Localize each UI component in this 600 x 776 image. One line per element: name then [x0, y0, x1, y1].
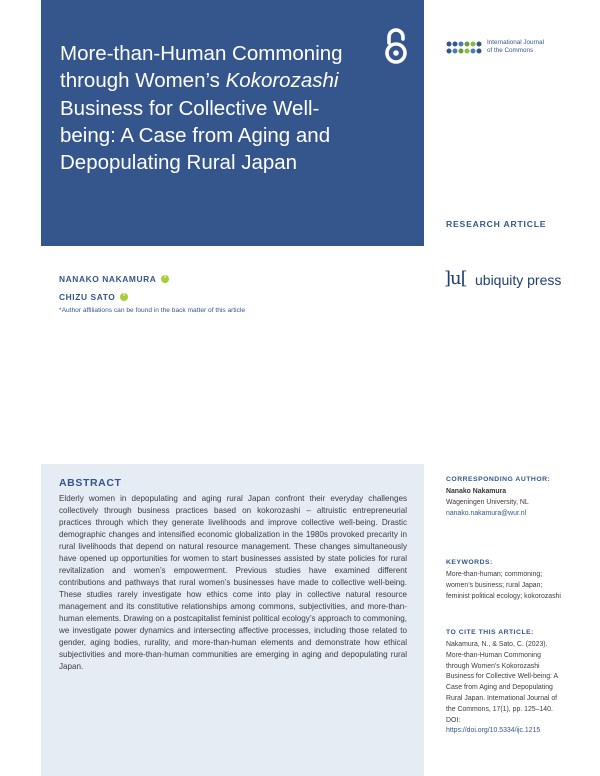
author-name[interactable]: CHIZU SATO: [59, 292, 116, 302]
abstract-text: Elderly women in depopulating and aging rural Japan confront their everyday challenges collectively through business practices based on kokorozashi – altruistic entrepreneurial practices through which they generate livelihoods and improve collective well-being. Drastic demographic changes and intensified economic globalization in the 1980s provoked precarity in rural livelihoods that depend on natural resource management. These changes simultaneously have opened up opportunities for women to start businesses assisted by state policies for rural revitalization and women’s empowerment. Previous studies have examined different contributions and pathways that rural women’s businesses have made to collective well-being. These studies rarely investigate how ethics come into play in collective natural resource management and its constitutive relationships among commons, subjectivities, and more-than-human elements. Drawing on a postcapitalist feminist political ecology’s approach to commoning, we investigate power dynamics and intersecting affective processes, including those related to gender, aging bodies, rurality, and more-than-human elements and demonstrate how ethical subjectivities and more-than-human communities are emerging in aging and depopulating rural Japan.: [59, 494, 407, 671]
citation-text: Nakamura, N., & Sato, C. (2023). More-than-Human Commoning through Women’s Kokorozashi Business for Collective Well-being: A Case from Aging and Depopulating Rural Japan. International Journal of the Commons, 17(1), pp. 125–140. DOI:: [446, 641, 558, 724]
corresponding-author-section: [446, 476, 566, 519]
orcid-icon[interactable]: [120, 293, 128, 301]
corresponding-author-name: Nanako Nakamura: [446, 488, 507, 495]
corresponding-author-email[interactable]: nanako.nakamura@wur.nl: [446, 509, 527, 517]
publisher-mark: ]u[: [444, 268, 467, 289]
journal-name: [487, 39, 577, 54]
author-name[interactable]: NANAKO NAKAMURA: [59, 274, 157, 284]
open-access-icon: [381, 26, 411, 66]
corresponding-author-heading: CORRESPONDING AUTHOR:: [446, 476, 551, 483]
journal-name-line2: of the Commons: [487, 46, 534, 54]
keywords-text: More-than-human; commoning; women’s business; rural Japan; feminist political ecology; kokorozashi: [446, 571, 561, 600]
citation-heading: TO CITE THIS ARTICLE:: [446, 629, 534, 636]
article-title: [60, 40, 360, 176]
keywords-section: [446, 559, 566, 602]
citation-section: [446, 629, 566, 737]
publisher-logo: [444, 268, 574, 292]
keywords-heading: KEYWORDS:: [446, 559, 493, 566]
abstract-heading: ABSTRACT: [59, 477, 122, 489]
article-type-label: RESEARCH ARTICLE: [446, 219, 547, 229]
corresponding-author-affiliation: Wageningen University, NL: [446, 498, 529, 506]
title-part1: More-than-Human Commoning through Women’s: [60, 42, 343, 93]
title-part2: Business for Collective Well-being: A Case from Aging and Depopulating Rural Japan: [60, 96, 331, 175]
title-italic-term: Kokorozashi: [225, 69, 339, 93]
journal-logo: [446, 38, 566, 58]
affiliation-note: *Author affiliations can be found in the back matter of this article: [59, 307, 246, 314]
orcid-icon[interactable]: [161, 275, 169, 283]
publisher-name: ubiquity press: [475, 272, 562, 288]
author-item: [59, 288, 169, 306]
author-item: [59, 270, 169, 288]
abstract-section: [41, 464, 424, 776]
author-list: [59, 270, 169, 306]
journal-dots-logo: [446, 40, 484, 56]
journal-name-line1: International Journal: [487, 39, 545, 46]
citation-doi-link[interactable]: https://doi.org/10.5334/ijc.1215: [446, 727, 541, 735]
title-block: [41, 0, 424, 246]
